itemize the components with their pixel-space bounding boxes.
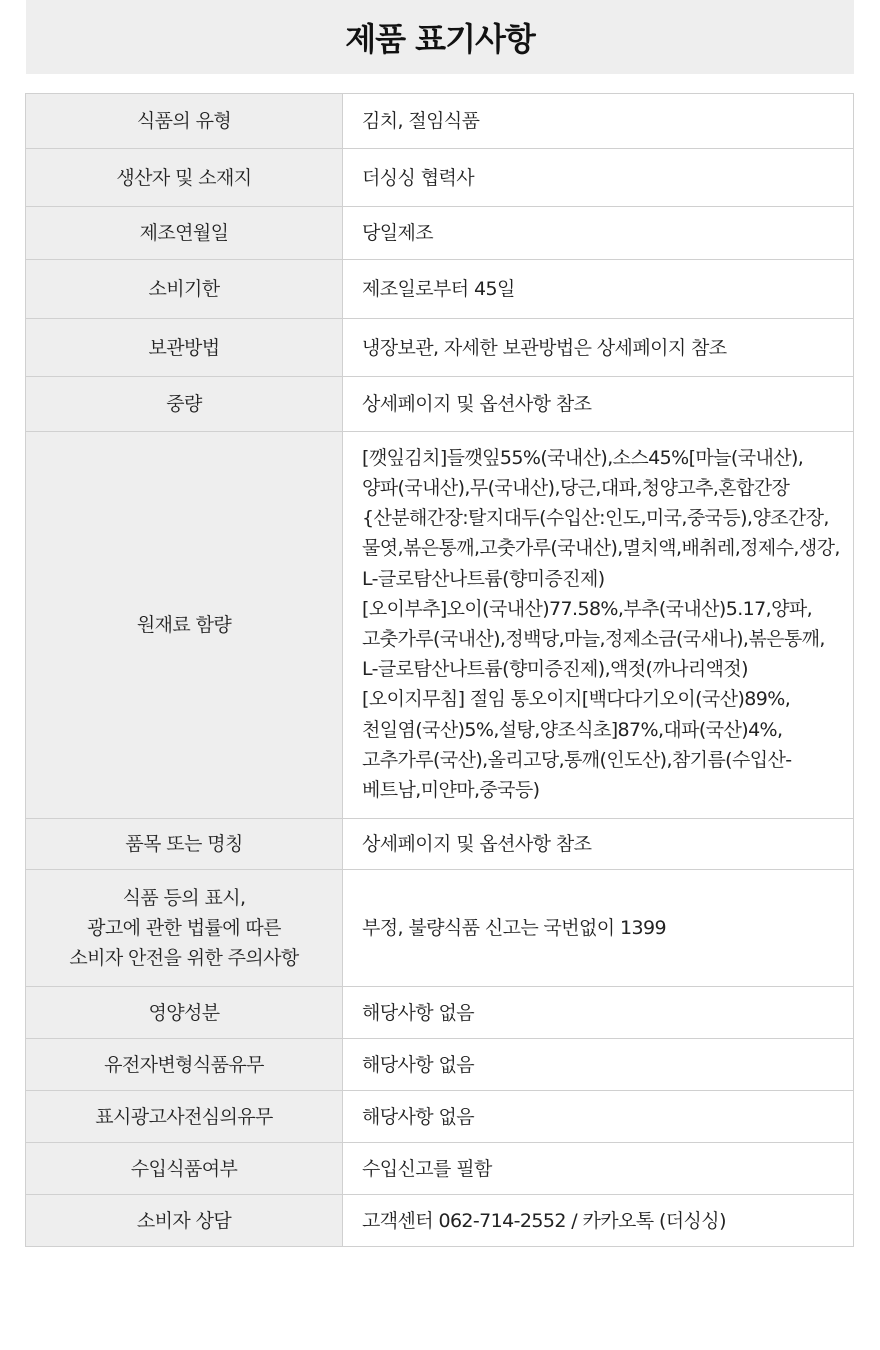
- row-value: 제조일로부터 45일: [343, 260, 854, 319]
- row-label: 표시광고사전심의유무: [26, 1091, 343, 1143]
- row-value: 부정, 불량식품 신고는 국번없이 1399: [343, 870, 854, 987]
- row-label: 생산자 및 소재지: [26, 149, 343, 207]
- title-bar: [26, 0, 854, 74]
- table-row: [26, 319, 854, 377]
- row-label: 소비기한: [26, 260, 343, 319]
- row-value: 해당사항 없음: [343, 987, 854, 1039]
- row-value: 해당사항 없음: [343, 1091, 854, 1143]
- table-row: [26, 987, 854, 1039]
- row-label: 소비자 상담: [26, 1195, 343, 1247]
- row-value: 상세페이지 및 옵션사항 참조: [343, 819, 854, 870]
- table-row: [26, 432, 854, 819]
- table-row: [26, 819, 854, 870]
- row-label: 중량: [26, 377, 343, 432]
- row-label: 수입식품여부: [26, 1143, 343, 1195]
- table-row: [26, 94, 854, 149]
- row-label: 식품 등의 표시, 광고에 관한 법률에 따른 소비자 안전을 위한 주의사항: [26, 870, 343, 987]
- table-row: [26, 870, 854, 987]
- row-label: 영양성분: [26, 987, 343, 1039]
- row-label: 품목 또는 명칭: [26, 819, 343, 870]
- row-label: 제조연월일: [26, 207, 343, 260]
- product-info-table: [25, 93, 854, 1247]
- row-label: 원재료 함량: [26, 432, 343, 819]
- table-row: [26, 1143, 854, 1195]
- table-row: [26, 377, 854, 432]
- page-title: 제품 표기사항: [345, 20, 535, 58]
- table-row: [26, 260, 854, 319]
- row-label: 보관방법: [26, 319, 343, 377]
- table-row: [26, 1195, 854, 1247]
- row-value: 당일제조: [343, 207, 854, 260]
- row-value: 고객센터 062-714-2552 / 카카오톡 (더싱싱): [343, 1195, 854, 1247]
- row-value: 수입신고를 필함: [343, 1143, 854, 1195]
- table-row: [26, 149, 854, 207]
- row-label: 유전자변형식품유무: [26, 1039, 343, 1091]
- table-row: [26, 207, 854, 260]
- table-row: [26, 1091, 854, 1143]
- row-value: [깻잎김치]들깻잎55%(국내산),소스45%[마늘(국내산), 양파(국내산),무(국내산),당근,대파,청양고추,혼합간장 {산분해간장:탈지대두(수입산:인도,미국,중국등),양조간장, 물엿,볶은통깨,고춧가루(국내산),멸치액,배취레,정제수,생강, L-글로탐산나트륨(향미증진제) [오이부추]오이(국내산)77.58%,부추(국내산)5.17,양파, 고춧가루(국내산),정백당,마늘,정제소금(국새나),볶은통깨, L-글로탐산나트륨(향미증진제),액젓(까나리액젓) [오이지무침] 절임 통오이지[백다다기오이(국산)89%, 천일염(국산)5%,설탕,양조식초]87%,대파(국산)4%, 고추가루(국산),올리고당,통깨(인도산),참기름(수입산- 베트남,미얀마,중국등): [343, 432, 854, 819]
- row-value: 해당사항 없음: [343, 1039, 854, 1091]
- row-label: 식품의 유형: [26, 94, 343, 149]
- row-value: 냉장보관, 자세한 보관방법은 상세페이지 참조: [343, 319, 854, 377]
- table-row: [26, 1039, 854, 1091]
- row-value: 김치, 절임식품: [343, 94, 854, 149]
- row-value: 더싱싱 협력사: [343, 149, 854, 207]
- row-value: 상세페이지 및 옵션사항 참조: [343, 377, 854, 432]
